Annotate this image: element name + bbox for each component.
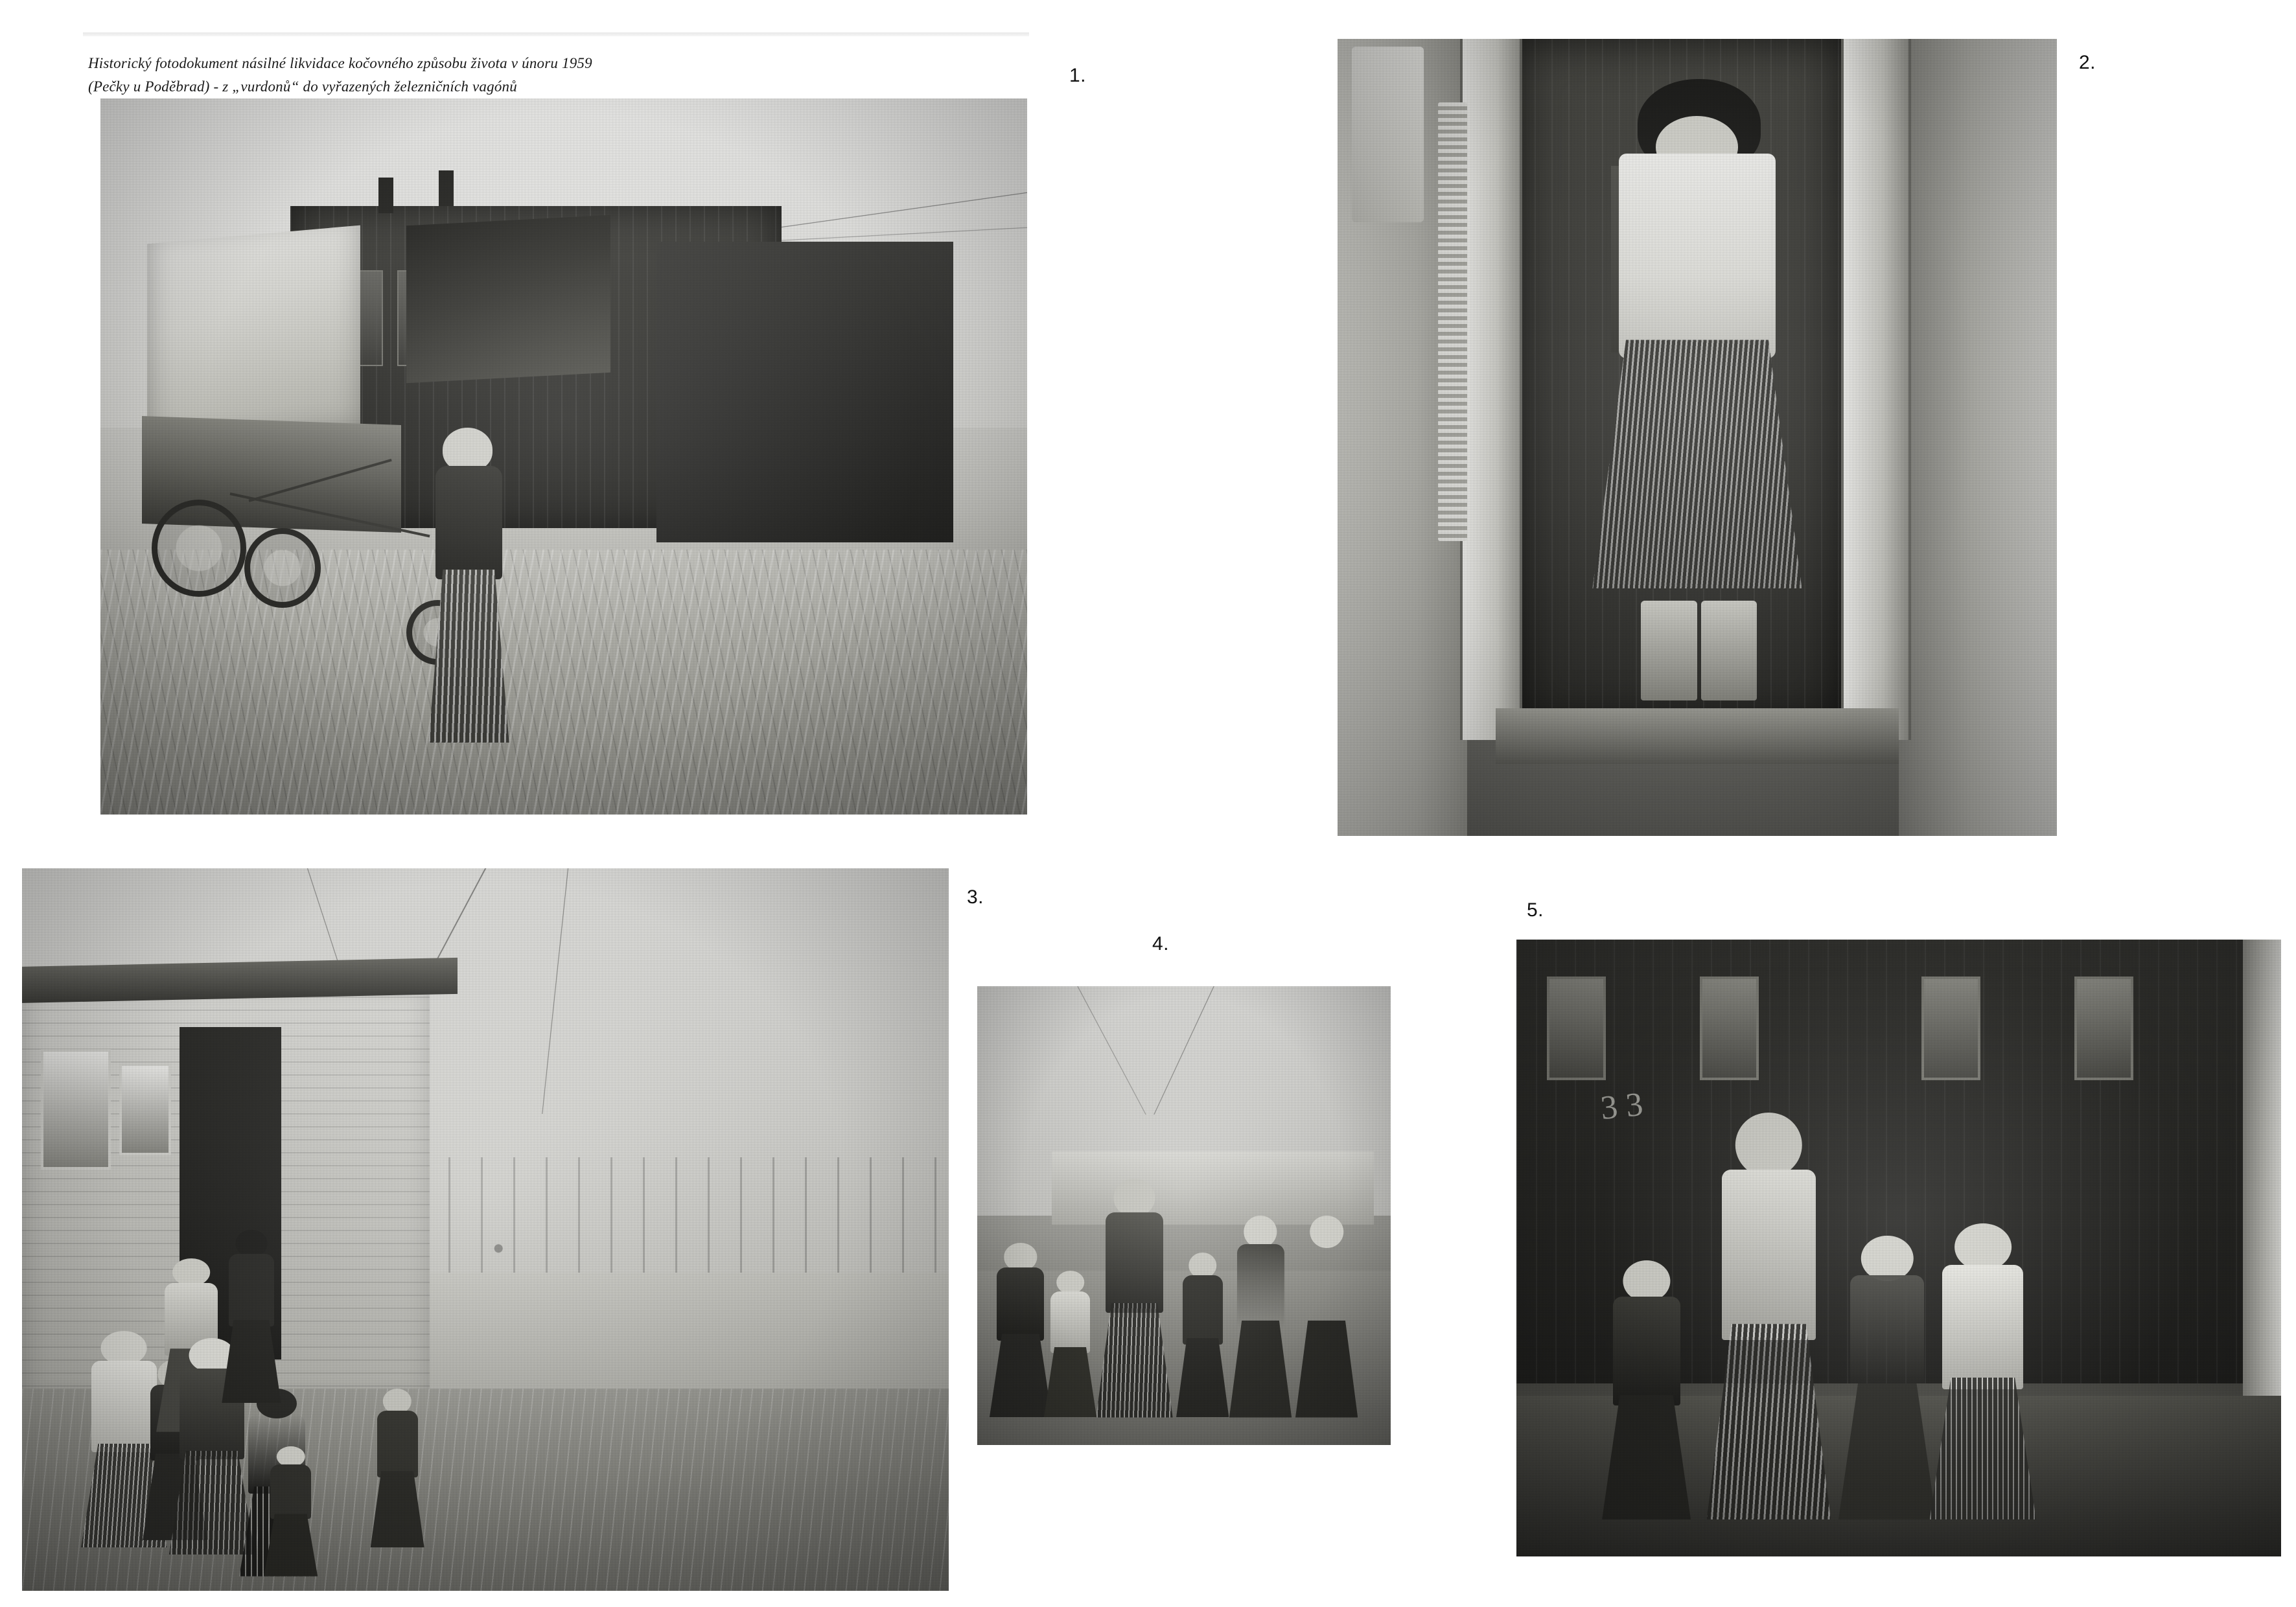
figure-1-photo: [100, 98, 1027, 815]
figure-1-number-label: 1.: [1069, 65, 1087, 86]
figure-3-number-label: 3.: [967, 886, 984, 908]
figure-3-vignette: [22, 868, 949, 1591]
figure-2-vignette: [1338, 39, 2057, 836]
figure-5-number-label: 5.: [1527, 899, 1544, 921]
figure-4-photo: [977, 986, 1391, 1445]
figure-5-photo: [1516, 940, 2281, 1556]
figure-2-photo: [1338, 39, 2057, 836]
figure-2-number-label: 2.: [2079, 52, 2096, 73]
figure-1-caption: [88, 52, 736, 98]
caption-line-2: (Pečky u Poděbrad) - z „vurdonů“ do vyřazených železničních vagónů: [88, 78, 517, 95]
caption-line-1: Historický fotodokument násilné likvidace kočovného způsobu života v únoru 1959: [88, 55, 592, 71]
figure-4-number-label: 4.: [1152, 933, 1170, 954]
figure-4-vignette: [977, 986, 1391, 1445]
figure-5-vignette: [1516, 940, 2281, 1556]
figure-1-vignette: [100, 98, 1027, 815]
figure-3-photo: [22, 868, 949, 1591]
scan-edge-strip: [83, 32, 1029, 36]
